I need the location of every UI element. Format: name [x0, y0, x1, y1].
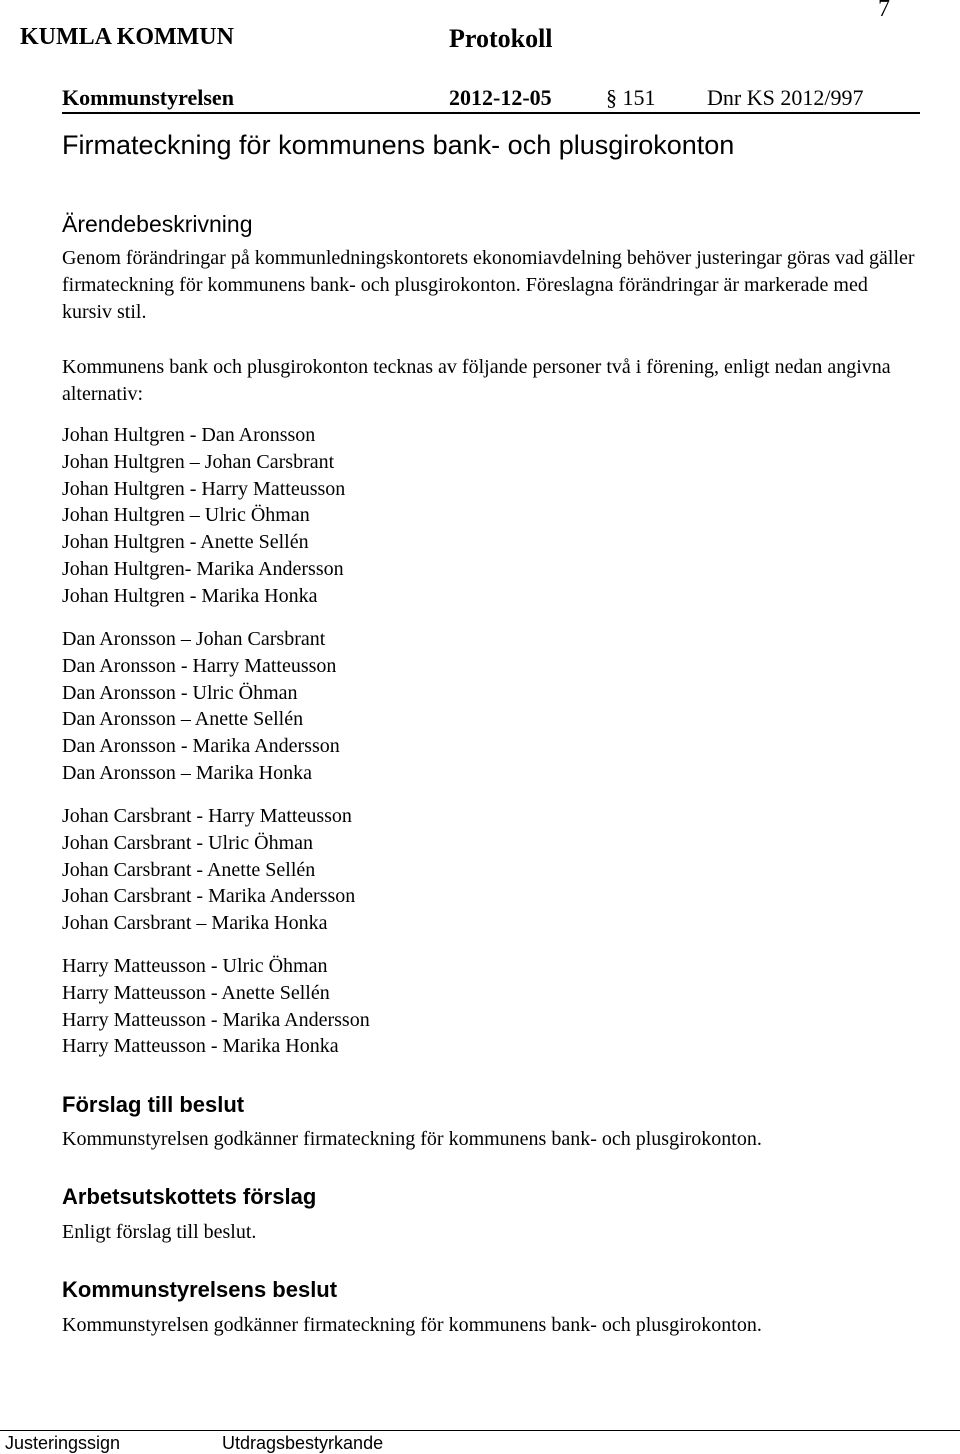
signatory-pair: Dan Aronsson - Marika Andersson: [62, 735, 340, 758]
signatory-pair: Johan Carsbrant - Harry Matteusson: [62, 805, 352, 827]
meeting-date: 2012-12-05: [449, 85, 552, 110]
document-type: Protokoll: [449, 24, 553, 53]
signatory-pair: Johan Hultgren- Marika Andersson: [62, 557, 344, 580]
section-heading-forslag: Förslag till beslut: [62, 1092, 245, 1117]
lead-paragraph: Kommunens bank och plusgirokonton tecknas av följande personer två i förening, enligt nedan angivna alternativ:: [62, 356, 891, 405]
section-heading-ks-beslut: Kommunstyrelsens beslut: [62, 1277, 338, 1302]
signatory-pair: Harry Matteusson - Anette Sellén: [62, 981, 330, 1004]
footer-utdragsbestyrkande: Utdragsbestyrkande: [222, 1433, 384, 1453]
section-heading-arendebeskrivning: Ärendebeskrivning: [62, 211, 253, 237]
header-divider: [62, 112, 920, 114]
signatory-pair: Harry Matteusson - Marika Andersson: [62, 1008, 370, 1031]
meeting-body: Kommunstyrelsen: [62, 85, 234, 110]
signatory-pair: Johan Hultgren - Marika Honka: [62, 584, 318, 607]
signatory-pair: Harry Matteusson - Marika Honka: [62, 1035, 339, 1058]
signatory-group-hultgren: [62, 422, 345, 610]
signatory-pair: Harry Matteusson - Ulric Öhman: [62, 955, 328, 977]
signatory-group-carsbrant: [62, 803, 355, 937]
signatory-pair: Johan Hultgren - Dan Aronsson: [62, 424, 316, 446]
signatory-pair: Johan Carsbrant – Marika Honka: [62, 912, 328, 935]
signatory-pair: Dan Aronsson - Ulric Öhman: [62, 681, 298, 704]
signatory-pair: Dan Aronsson - Harry Matteusson: [62, 654, 337, 677]
document-title: Firmateckning för kommunens bank- och plusgirokonton: [62, 130, 735, 160]
footer-divider: [0, 1430, 960, 1431]
ks-beslut-text: Kommunstyrelsen godkänner firmateckning för kommunens bank- och plusgirokonton.: [62, 1314, 762, 1336]
intro-paragraph: Genom förändringar på kommunledningskontorets ekonomiavdelning behöver justeringar göras vad gäller firmateckning för kommunens bank- och plusgirokonton. Föreslagna förändringar är markerade med kursiv stil.: [62, 247, 915, 323]
section-heading-arbetsutskott: Arbetsutskottets förslag: [62, 1184, 317, 1209]
forslag-text: Kommunstyrelsen godkänner firmateckning för kommunens bank- och plusgirokonton.: [62, 1128, 762, 1150]
signatory-pair: Johan Carsbrant - Ulric Öhman: [62, 831, 314, 854]
signatory-pair: Johan Hultgren – Johan Carsbrant: [62, 450, 335, 473]
signatory-pair: Dan Aronsson – Johan Carsbrant: [62, 628, 326, 650]
signatory-pair: Johan Carsbrant - Anette Sellén: [62, 858, 316, 881]
signatory-pair: Johan Carsbrant - Marika Andersson: [62, 885, 356, 908]
page-number: 7: [878, 0, 890, 22]
arbetsutskott-text: Enligt förslag till beslut.: [62, 1221, 257, 1243]
signatory-pair: Johan Hultgren - Harry Matteusson: [62, 477, 346, 500]
paragraph-number: § 151: [606, 85, 656, 110]
organization-name: KUMLA KOMMUN: [20, 24, 234, 50]
footer-justeringssign: Justeringssign: [5, 1433, 121, 1453]
signatory-group-matteusson: [62, 953, 370, 1060]
diary-number: Dnr KS 2012/997: [707, 85, 864, 110]
signatory-pair: Johan Hultgren - Anette Sellén: [62, 531, 309, 554]
signatory-pair: Dan Aronsson – Marika Honka: [62, 761, 312, 784]
signatory-group-aronsson: [62, 626, 340, 787]
signatory-pair: Johan Hultgren – Ulric Öhman: [62, 504, 310, 527]
signatory-pair: Dan Aronsson – Anette Sellén: [62, 708, 304, 731]
